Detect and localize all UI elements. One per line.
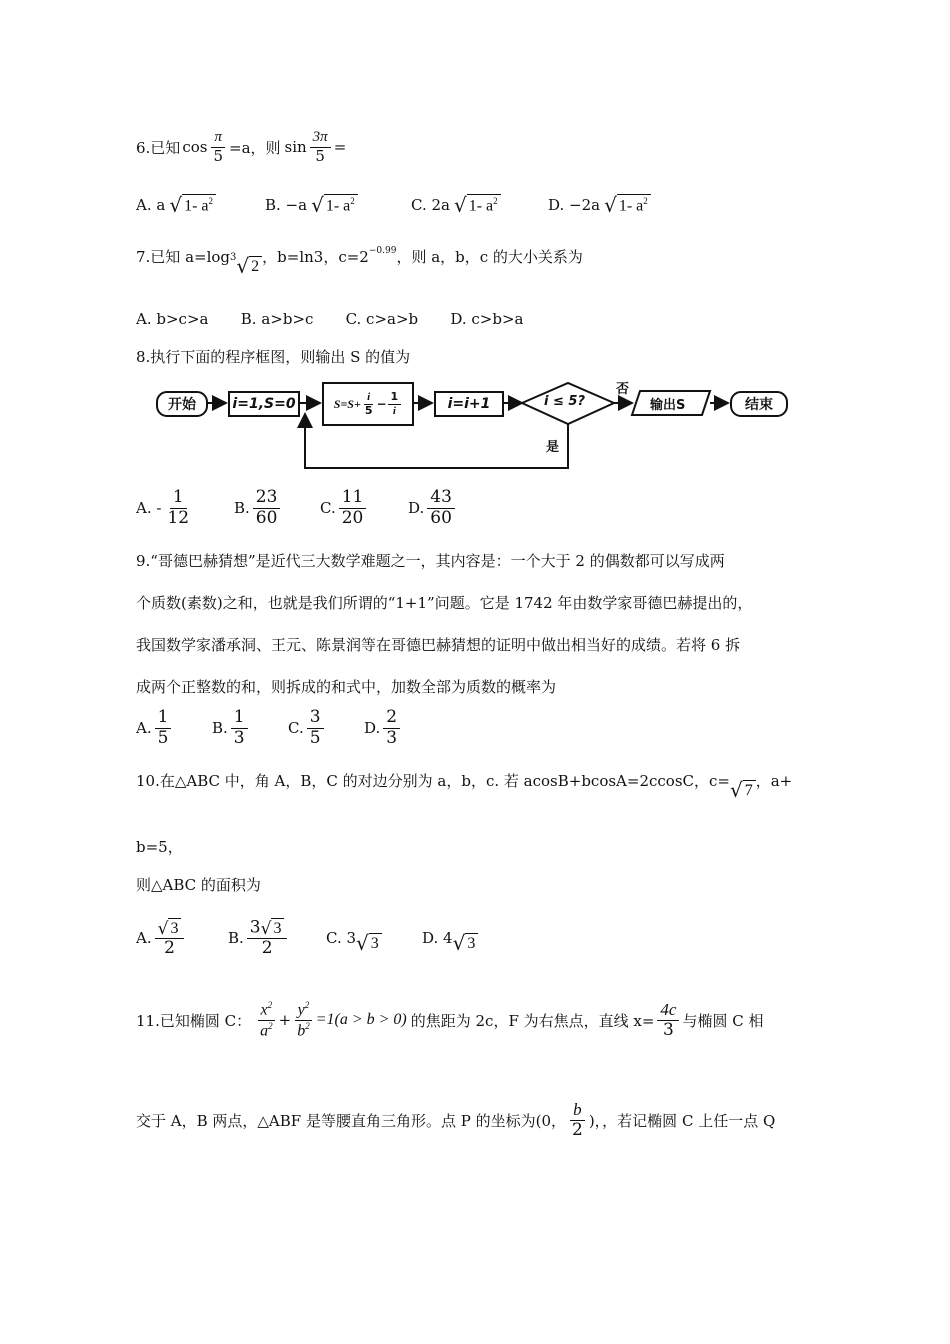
q8-option-b: B. $\frac{23}{60}$ xyxy=(234,488,320,528)
sqrt-1-a2: √ 1- $a^2$ xyxy=(454,194,501,215)
q8-options xyxy=(136,488,458,528)
q6-frac-pi-5: $\frac{\pi}{5}$ xyxy=(213,129,223,165)
q10-option-d: D. 4 √ 3 xyxy=(422,923,478,953)
sqrt-2: √ 2 xyxy=(236,256,262,276)
q10-line-3: 则△ABC 的面积为 xyxy=(136,876,261,894)
q6-option-a: A. a √ 1- $a^2$ xyxy=(136,194,216,215)
q7-option-a: A. b>c>a xyxy=(136,310,209,328)
flow-label-no: 否 xyxy=(616,382,630,397)
flow-label-yes: 是 xyxy=(546,440,560,455)
q9-line-4: 成两个正整数的和，则拆成的和式中，加数全部为质数的概率为 xyxy=(136,678,557,696)
q6-option-b: B. −a √ 1- $a^2$ xyxy=(265,194,358,215)
q8-option-a: A. - $\frac{1}{12}$ xyxy=(136,487,190,528)
q11-line-1: 11.已知椭圆 C： $\frac{x^2}{a^2}$ + $\frac{y^2}{b^2}$ =1(a > b > 0) 的焦距为 2c，F 为右焦点，直线 x= $\frac{4c}{3}$ 与椭圆 C 相 xyxy=(136,1000,764,1040)
q10-line-1: 10.在△ABC 中，角 A，B，C 的对边分别为 a，b，c. 若 acosB+bcosA=2ccosC，c= √ 7 ，a+ xyxy=(136,772,793,802)
q6-cos: cos xyxy=(182,138,208,156)
q9-line-1: 9.“哥德巴赫猜想”是近代三大数学难题之一，其内容是：一个大于 2 的偶数都可以写成两 xyxy=(136,552,725,570)
flow-assign: S=S+ $\frac{i}{5}$ − $\frac{1}{i}$ xyxy=(322,382,414,426)
sqrt-1-a2: √ 1- $a^2$ xyxy=(311,194,358,215)
q7-stem: 7.已知 a=log 3 √ 2 ，b=ln3，c=2 $^{-0.99}$ ，则 a，b，c 的大小关系为 xyxy=(136,246,583,278)
q7-option-d: D. c>b>a xyxy=(450,310,524,328)
q9-option-c: C. $\frac{3}{5}$ xyxy=(288,708,364,748)
q10-option-c: C. 3 √ 3 xyxy=(326,923,422,953)
q9-option-d: D. $\frac{2}{3}$ xyxy=(364,708,403,748)
q6-option-d: D. −2a √ 1- $a^2$ xyxy=(548,194,651,215)
q9-line-2: 个质数(素数)之和，也就是我们所谓的“1+1”问题。它是 1742 年由数学家哥德巴赫提出的， xyxy=(136,594,753,612)
q9-option-b: B. $\frac{1}{3}$ xyxy=(212,708,288,748)
flow-increment: i=i+1 xyxy=(434,391,504,417)
sqrt-7: √ 7 xyxy=(730,780,756,800)
flow-init: i=1,S=0 xyxy=(228,391,300,417)
q6-prefix: 6.已知 xyxy=(136,138,181,157)
q8-stem: 8.执行下面的程序框图，则输出 S 的值为 xyxy=(136,348,411,366)
flow-condition: i ≤ 5? xyxy=(544,394,585,409)
q8-flowchart xyxy=(150,376,790,474)
q6-mid: =a，则 xyxy=(229,138,281,157)
flow-output: 输出S xyxy=(650,398,686,413)
q6-sin: sin xyxy=(284,138,307,156)
q8-option-d: D. $\frac{43}{60}$ xyxy=(408,488,458,528)
q6-stem xyxy=(136,122,346,172)
sqrt-1-a2: √ 1- $a^2$ xyxy=(169,194,216,215)
q8-option-c: C. $\frac{11}{20}$ xyxy=(320,488,408,528)
q6-frac-3pi-5: $\frac{3\pi}{5}$ xyxy=(310,129,331,165)
flow-start: 开始 xyxy=(156,391,208,417)
q9-line-3: 我国数学家潘承洞、王元、陈景润等在哥德巴赫猜想的证明中做出相当好的成绩。若将 6 拆 xyxy=(136,636,741,654)
q6-option-c: C. 2a √ 1- $a^2$ xyxy=(411,194,501,215)
sqrt-1-a2: √ 1- $a^2$ xyxy=(604,194,651,215)
q10-option-a: A. √ 3 2 xyxy=(136,918,228,959)
q7-option-c: C. c>a>b xyxy=(345,310,419,328)
q9-options xyxy=(136,708,403,748)
q7-options xyxy=(136,310,523,328)
q6-end: = xyxy=(333,138,347,156)
q10-line-2: b=5， xyxy=(136,838,183,856)
flow-end: 结束 xyxy=(730,391,788,417)
q10-option-b: B. 3 √ 3 2 xyxy=(228,918,326,959)
q7-option-b: B. a>b>c xyxy=(240,310,314,328)
q11-line-2: 交于 A，B 两点，△ABF 是等腰直角三角形。点 P 的坐标为(0， $\frac{b}{2}$ )，，若记椭圆 C 上任一点 Q xyxy=(136,1100,776,1140)
q9-option-a: A. $\frac{1}{5}$ xyxy=(136,708,212,748)
q10-options xyxy=(136,918,478,959)
